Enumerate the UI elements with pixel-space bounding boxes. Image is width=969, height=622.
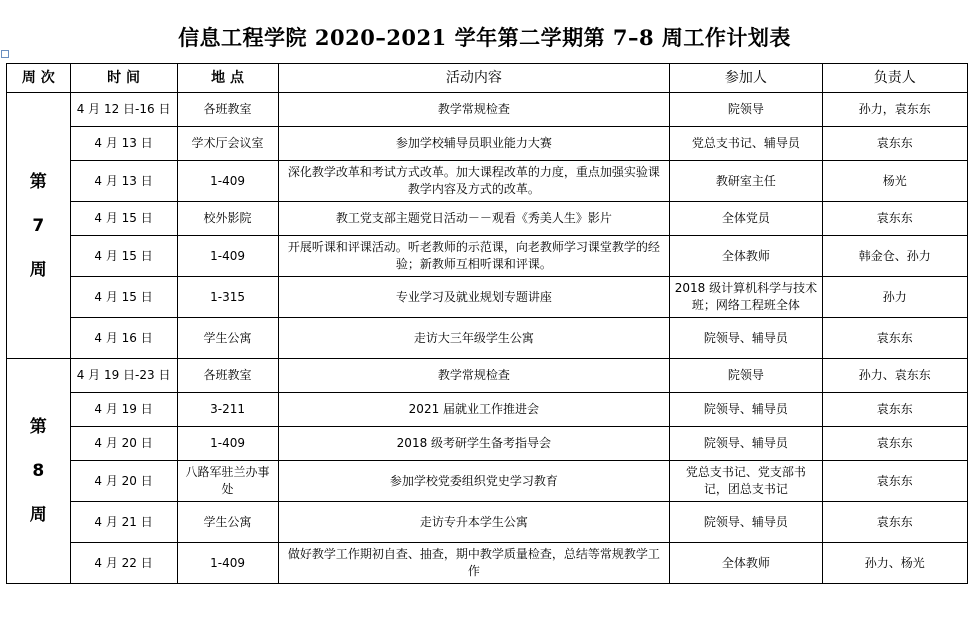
work-plan-table: [6, 63, 968, 584]
cell-content: 深化教学改革和考试方式改革。加大课程改革的力度，重点加强实验课教学内容及方式的改革。: [278, 161, 670, 202]
table-row: [7, 359, 968, 393]
cell-content: 走访专升本学生公寓: [278, 502, 670, 543]
cell-owner: 袁东东: [822, 502, 967, 543]
cell-owner: 袁东东: [822, 202, 967, 236]
cell-time: 4 月 12 日-16 日: [70, 93, 177, 127]
table-row: [7, 393, 968, 427]
table-row: [7, 93, 968, 127]
cell-place: 1-315: [177, 277, 278, 318]
cell-owner: 袁东东: [822, 427, 967, 461]
cell-time: 4 月 15 日: [70, 202, 177, 236]
cell-place: 各班教室: [177, 93, 278, 127]
cell-time: 4 月 20 日: [70, 461, 177, 502]
cell-place: 1-409: [177, 427, 278, 461]
cell-participants: 院领导: [670, 93, 822, 127]
header-content: 活动内容: [278, 64, 670, 93]
cell-place: 各班教室: [177, 359, 278, 393]
cell-content: 走访大三年级学生公寓: [278, 318, 670, 359]
cell-participants: 党总支书记、党支部书记，团总支书记: [670, 461, 822, 502]
cell-content: 做好教学工作期初自查、抽查，期中教学质量检查，总结等常规教学工作: [278, 543, 670, 584]
cell-place: 学生公寓: [177, 502, 278, 543]
cell-content: 2018 级考研学生备考指导会: [278, 427, 670, 461]
cell-owner: 杨光: [822, 161, 967, 202]
table-row: [7, 502, 968, 543]
header-time: 时 间: [70, 64, 177, 93]
cell-place: 八路军驻兰办事处: [177, 461, 278, 502]
cell-place: 3-211: [177, 393, 278, 427]
cell-time: 4 月 13 日: [70, 161, 177, 202]
table-row: [7, 318, 968, 359]
table-move-handle-icon[interactable]: [1, 50, 9, 58]
header-participants: 参加人: [670, 64, 822, 93]
cell-owner: 孙力，袁东东: [822, 93, 967, 127]
cell-owner: 孙力、袁东东: [822, 359, 967, 393]
cell-time: 4 月 20 日: [70, 427, 177, 461]
cell-place: 1-409: [177, 236, 278, 277]
header-week: 周 次: [7, 64, 71, 93]
cell-participants: 院领导、辅导员: [670, 427, 822, 461]
cell-owner: 孙力: [822, 277, 967, 318]
cell-participants: 院领导、辅导员: [670, 393, 822, 427]
cell-time: 4 月 16 日: [70, 318, 177, 359]
cell-participants: 院领导、辅导员: [670, 318, 822, 359]
week-label-8: 第 8 周: [7, 359, 71, 584]
header-owner: 负责人: [822, 64, 967, 93]
cell-owner: 孙力、杨光: [822, 543, 967, 584]
cell-place: 1-409: [177, 161, 278, 202]
cell-participants: 党总支书记、辅导员: [670, 127, 822, 161]
cell-content: 教学常规检查: [278, 359, 670, 393]
table-row: [7, 202, 968, 236]
cell-participants: 院领导、辅导员: [670, 502, 822, 543]
table-row: [7, 236, 968, 277]
table-row: [7, 543, 968, 584]
cell-time: 4 月 15 日: [70, 277, 177, 318]
cell-participants: 全体教师: [670, 236, 822, 277]
cell-place: 学术厅会议室: [177, 127, 278, 161]
page-title: 信息工程学院 2020–2021 学年第二学期第 7–8 周工作计划表: [178, 25, 791, 50]
cell-content: 教学常规检查: [278, 93, 670, 127]
cell-time: 4 月 15 日: [70, 236, 177, 277]
header-row: [7, 64, 968, 93]
cell-participants: 全体党员: [670, 202, 822, 236]
cell-owner: 袁东东: [822, 393, 967, 427]
cell-time: 4 月 22 日: [70, 543, 177, 584]
cell-content: 开展听课和评课活动。听老教师的示范课，向老教师学习课堂教学的经验；新教师互相听课和评课。: [278, 236, 670, 277]
cell-content: 2021 届就业工作推进会: [278, 393, 670, 427]
table-row: [7, 127, 968, 161]
table-row: [7, 461, 968, 502]
cell-content: 专业学习及就业规划专题讲座: [278, 277, 670, 318]
cell-time: 4 月 19 日: [70, 393, 177, 427]
table-row: [7, 427, 968, 461]
header-place: 地 点: [177, 64, 278, 93]
cell-participants: 2018 级计算机科学与技术班；网络工程班全体: [670, 277, 822, 318]
cell-time: 4 月 19 日-23 日: [70, 359, 177, 393]
cell-participants: 全体教师: [670, 543, 822, 584]
cell-participants: 院领导: [670, 359, 822, 393]
cell-content: 教工党支部主题党日活动－－观看《秀美人生》影片: [278, 202, 670, 236]
cell-participants: 教研室主任: [670, 161, 822, 202]
week-label-7: 第 7 周: [7, 93, 71, 359]
cell-place: 1-409: [177, 543, 278, 584]
cell-place: 学生公寓: [177, 318, 278, 359]
cell-owner: 袁东东: [822, 318, 967, 359]
cell-owner: 袁东东: [822, 127, 967, 161]
table-row: [7, 277, 968, 318]
cell-owner: 韩金仓、孙力: [822, 236, 967, 277]
cell-time: 4 月 13 日: [70, 127, 177, 161]
cell-content: 参加学校党委组织党史学习教育: [278, 461, 670, 502]
cell-time: 4 月 21 日: [70, 502, 177, 543]
cell-place: 校外影院: [177, 202, 278, 236]
cell-owner: 袁东东: [822, 461, 967, 502]
table-row: [7, 161, 968, 202]
cell-content: 参加学校辅导员职业能力大赛: [278, 127, 670, 161]
